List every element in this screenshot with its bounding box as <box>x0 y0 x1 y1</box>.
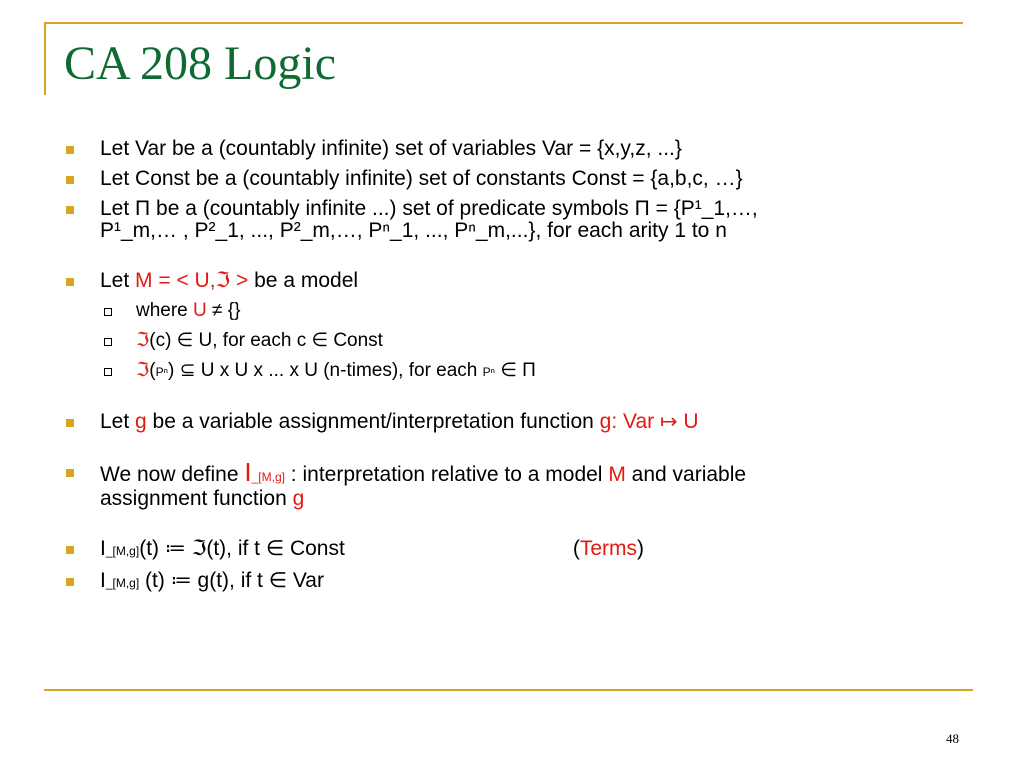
define-prefix: We now define <box>100 463 245 486</box>
term2-I: I <box>100 569 106 592</box>
bullet-predicates <box>66 198 966 242</box>
define-suffix: and variable <box>625 463 747 486</box>
assign-function: g: Var ↦ U <box>599 410 699 433</box>
define-subscript: _[M,g] <box>251 470 285 484</box>
bullet-square-icon <box>66 419 74 427</box>
interp-p-tail: ∈ Π <box>495 360 536 381</box>
define-M: M <box>608 463 626 486</box>
bullet-text-line1: Let Π be a (countably infinite ...) set of predicate symbols Π = {P¹_1,…, <box>100 197 758 220</box>
bullet-assignment <box>66 411 966 433</box>
interpretation-symbol: ℑ <box>136 360 150 381</box>
interp-p-predicate-2: Pⁿ <box>482 365 496 379</box>
define-I: I <box>244 457 252 487</box>
subbullet-interp-predicates <box>104 360 966 383</box>
assign-mid: be a variable assignment/interpretation function <box>146 410 600 433</box>
bottom-rule <box>44 689 973 691</box>
define-line2-g: g <box>292 487 305 510</box>
term2-subscript: _[M,g] <box>105 576 140 590</box>
term1-close: ) <box>637 537 644 560</box>
bullet-square-icon <box>66 176 74 184</box>
bullet-term-var <box>66 570 966 594</box>
model-suffix: be a model <box>248 269 359 292</box>
define-mid: : interpretation relative to a model <box>284 463 609 486</box>
bullet-term-const <box>66 538 966 562</box>
where-prefix: where <box>136 300 194 321</box>
term2-text: (t) ≔ g(t), if t ∈ Var <box>139 569 324 592</box>
bullet-square-icon <box>66 546 74 554</box>
hollow-square-bullet-icon <box>104 308 112 316</box>
bullet-square-icon <box>66 469 74 477</box>
interp-p-predicate: Pⁿ <box>155 365 168 379</box>
hollow-square-bullet-icon <box>104 368 112 376</box>
term1-label: Terms <box>579 537 637 560</box>
frame-top-line <box>44 22 963 24</box>
frame-vertical-line <box>44 22 46 95</box>
interp-p-open: ( <box>149 360 156 381</box>
bullet-square-icon <box>66 578 74 586</box>
where-U: U <box>193 300 207 321</box>
slide-content <box>66 138 966 594</box>
assign-prefix: Let <box>100 410 136 433</box>
interpretation-symbol: ℑ <box>136 330 150 351</box>
model-prefix: Let <box>100 269 136 292</box>
term1-open: ( <box>572 537 580 560</box>
subbullet-where <box>104 300 966 322</box>
define-line2-prefix: assignment function <box>100 487 293 510</box>
model-definition: M = < U,ℑ > <box>135 269 249 292</box>
where-suffix: ≠ {} <box>206 300 241 321</box>
bullet-model <box>66 270 966 292</box>
bullet-square-icon <box>66 278 74 286</box>
bullet-text: Let Const be a (countably infinite) set of constants Const = {a,b,c, …} <box>100 167 743 190</box>
bullet-define <box>66 457 966 510</box>
bullet-var <box>66 138 966 160</box>
hollow-square-bullet-icon <box>104 338 112 346</box>
bullet-const <box>66 168 966 190</box>
bullet-square-icon <box>66 206 74 214</box>
term1-text: (t) ≔ ℑ(t), if t ∈ Const <box>139 537 345 560</box>
bullet-text: Let Var be a (countably infinite) set of variables Var = {x,y,z, ...} <box>100 137 682 160</box>
page-number: 48 <box>946 731 959 746</box>
interp-c-text: (c) ∈ U, for each c ∈ Const <box>149 330 383 351</box>
subbullet-interp-constants <box>104 330 966 352</box>
term1-I: I <box>100 537 106 560</box>
interp-p-text: ) ⊆ U x U x ... x U (n-times), for each <box>167 360 483 381</box>
term1-subscript: _[M,g] <box>105 544 140 558</box>
assign-g: g <box>135 410 147 433</box>
bullet-text-line2: P¹_m,… , P²_1, ..., P²_m,…, Pⁿ_1, ..., Pⁿ_m,...}, for each arity 1 to n <box>100 219 727 242</box>
bullet-square-icon <box>66 146 74 154</box>
slide-title: CA 208 Logic <box>64 37 336 90</box>
